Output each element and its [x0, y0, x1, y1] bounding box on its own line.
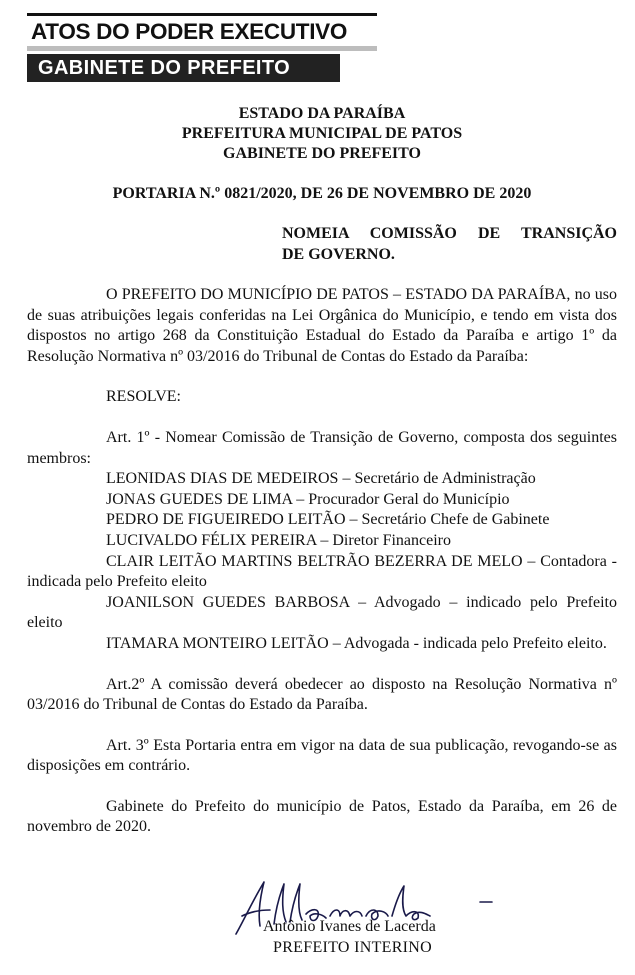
- ementa-line-2: DE GOVERNO.: [282, 245, 395, 263]
- list-item: PEDRO DE FIGUEIREDO LEITÃO – Secretário Chefe de Gabinete: [106, 511, 550, 529]
- signatory-name: Antônio Ivanes de Lacerda: [263, 918, 436, 935]
- member-list: [27, 469, 617, 654]
- closing-paragraph: Gabinete do Prefeito do município de Patos, Estado da Paraíba, em 26 de novembro de 2020.: [27, 797, 617, 836]
- article-2: Art.2º A comissão deverá obedecer ao disposto na Resolução Normativa nº 03/2016 do Tribunal de Contas do Estado da Paraíba.: [27, 675, 617, 714]
- document-body: [27, 104, 617, 838]
- letterhead: [27, 104, 617, 164]
- ementa: [282, 224, 617, 265]
- letterhead-prefecture: PREFEITURA MUNICIPAL DE PATOS: [181, 125, 463, 142]
- list-item: LUCIVALDO FÉLIX PEREIRA – Diretor Financeiro: [106, 531, 451, 549]
- list-item: JOANILSON GUEDES BARBOSA – Advogado – indicado pelo Prefeito eleito: [27, 593, 617, 632]
- list-item: JONAS GUEDES DE LIMA – Procurador Geral do Município: [106, 490, 510, 508]
- article-1: Art. 1º - Nomear Comissão de Transição de Governo, composta dos seguintes membros:: [27, 428, 617, 467]
- ementa-line-1: NOMEIA COMISSÃO DE TRANSIÇÃO: [282, 225, 617, 242]
- list-item: CLAIR LEITÃO MARTINS BELTRÃO BEZERRA DE MELO – Contadora - indicada pelo Prefeito eleito: [27, 552, 617, 591]
- letterhead-office: GABINETE DO PREFEITO: [223, 145, 421, 162]
- section-subtitle: GABINETE DO PREFEITO: [27, 54, 340, 82]
- resolve-heading: RESOLVE:: [106, 388, 181, 406]
- section-title: ATOS DO PODER EXECUTIVO: [27, 13, 377, 45]
- list-item: ITAMARA MONTEIRO LEITÃO – Advogada - indicada pelo Prefeito eleito.: [106, 634, 607, 652]
- section-title-underline: [27, 46, 377, 51]
- preamble-paragraph: O PREFEITO DO MUNICÍPIO DE PATOS – ESTADO DA PARAÍBA, no uso de suas atribuições legais conferidas na Lei Orgânica do Município, e tendo em vista dos dispostos no artigo 268 da Constituição Estadual do Estado da Paraíba e artigo 1º da Resolução Normativa nº 03/2016 do Tribunal de Contas do Estado da Paraíba:: [27, 286, 617, 365]
- section-header: [27, 13, 377, 51]
- portaria-title: PORTARIA N.º 0821/2020, DE 26 DE NOVEMBRO DE 2020: [112, 185, 532, 202]
- letterhead-state: ESTADO DA PARAÍBA: [238, 105, 406, 122]
- list-item: LEONIDAS DIAS DE MEDEIROS – Secretário de Administração: [106, 470, 536, 488]
- article-3: Art. 3º Esta Portaria entra em vigor na data de sua publicação, revogando-se as disposições em contrário.: [27, 736, 617, 775]
- signatory-role: PREFEITO INTERINO: [273, 939, 433, 956]
